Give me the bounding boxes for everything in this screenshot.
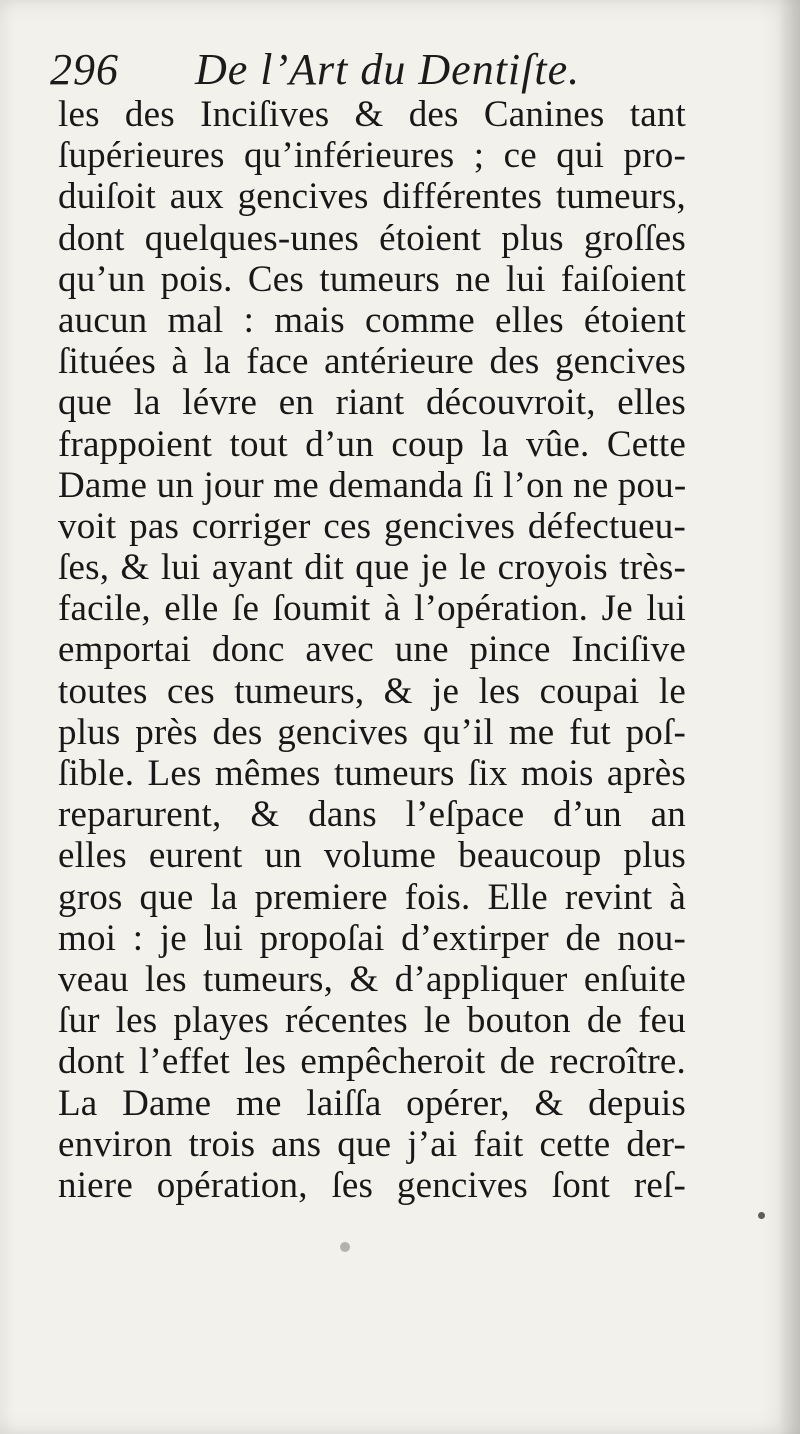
text-line: reparurent, & dans l’eſpace d’un an (58, 794, 686, 836)
text-line: aucun mal : mais comme elles étoient (58, 299, 686, 341)
text-line: environ trois ans que j’ai fait cette der- (58, 1123, 686, 1165)
text-line: elles eurent un volume beaucoup plus (58, 835, 686, 877)
text-line: niere opération, ſes gencives ſont reſ- (58, 1164, 686, 1206)
text-line: voit pas corriger ces gencives défectueu- (58, 505, 686, 547)
text-line: ſupérieures qu’inférieures ; ce qui pro- (58, 135, 686, 177)
ink-speck (340, 1242, 350, 1252)
text-line: ſur les playes récentes le bouton de feu (58, 1000, 686, 1042)
text-line: les des Inciſives & des Canines tant (58, 94, 686, 135)
text-line: ſes, & lui ayant dit que je le croyois très- (58, 547, 686, 589)
text-line: veau les tumeurs, & d’appliquer enſuite (58, 958, 686, 1000)
text-line: dont l’effet les empêcheroit de recroître. (58, 1041, 686, 1083)
text-line: plus près des gencives qu’il me fut poſ- (58, 711, 686, 753)
text-line: toutes ces tumeurs, & je les coupai le (58, 670, 686, 712)
text-line: dont quelques-unes étoient plus groſſes (58, 217, 686, 259)
body-text (58, 94, 686, 1206)
text-line: qu’un pois. Ces tumeurs ne lui faiſoient (58, 258, 686, 300)
text-line: Dame un jour me demanda ſi l’on ne pou- (58, 464, 687, 506)
ink-speck (758, 1212, 765, 1219)
text-line: ſible. Les mêmes tumeurs ſix mois après (58, 753, 686, 794)
text-line: facile, elle ſe ſoumit à l’opération. Je lui (58, 588, 686, 630)
text-line: gros que la premiere fois. Elle revint à (58, 876, 686, 918)
running-title: De l’Art du Dentiſte. (195, 45, 581, 94)
text-line: frappoient tout d’un coup la vûe. Cette (58, 423, 686, 465)
running-header (50, 44, 690, 96)
text-line: que la lévre en riant découvroit, elles (58, 382, 686, 424)
page-edge-shadow (778, 0, 800, 1434)
page-number: 296 (50, 45, 119, 94)
text-line: La Dame me laiſſa opérer, & depuis (58, 1082, 686, 1124)
text-line: emportai donc avec une pince Inciſive (58, 629, 686, 671)
text-line: ſituées à la face antérieure des gencives (58, 341, 686, 383)
text-line: moi : je lui propoſai d’extirper de nou- (58, 917, 686, 959)
text-line: duiſoit aux gencives différentes tumeurs, (58, 176, 686, 218)
